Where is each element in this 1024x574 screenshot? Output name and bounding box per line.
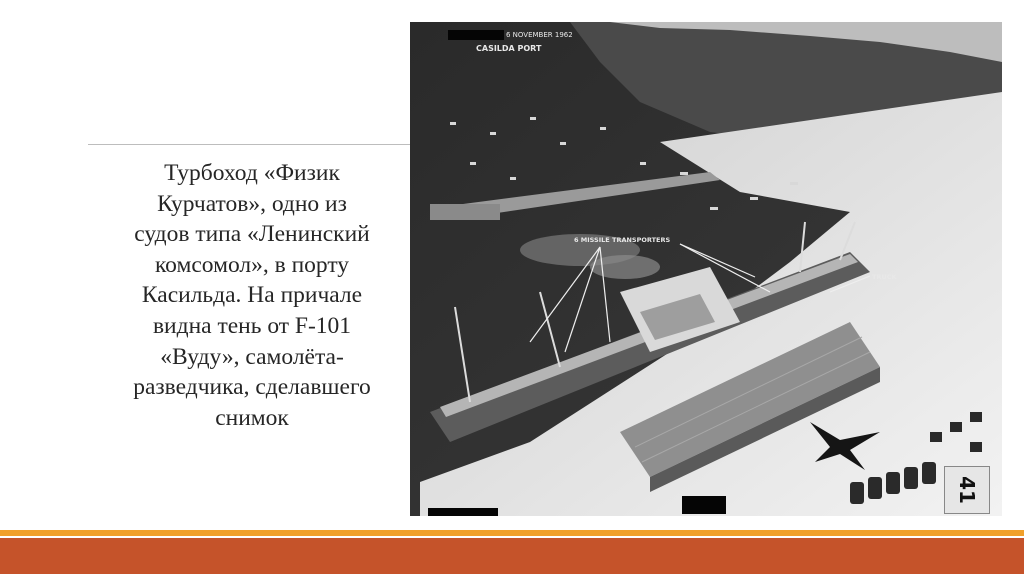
pier-head bbox=[430, 204, 500, 220]
caption-line: видна тень от F-101 bbox=[152, 312, 352, 339]
caption-line: разведчика, сделавшего bbox=[133, 374, 371, 401]
redaction-bar bbox=[682, 496, 726, 514]
caption-line: судов типа «Ленинский bbox=[134, 221, 370, 248]
redaction-bar bbox=[428, 508, 498, 516]
caption-line: Касильда. На причале bbox=[141, 282, 363, 309]
caption-line: комсомол», в порту bbox=[154, 251, 350, 278]
photo-date-label: 6 NOVEMBER 1962 bbox=[506, 31, 573, 39]
page-number: 41 bbox=[955, 476, 979, 504]
caption-line: снимок bbox=[215, 404, 289, 431]
photo-port-label: CASILDA PORT bbox=[476, 44, 542, 53]
photo-truck-label: TRUCK bbox=[872, 273, 897, 281]
aerial-reconnaissance-photo bbox=[410, 22, 1002, 516]
photo-illustration bbox=[410, 22, 1002, 516]
divider-line bbox=[88, 144, 410, 145]
footer-bar bbox=[0, 538, 1024, 574]
caption-line: «Вуду», самолёта- bbox=[160, 343, 344, 370]
caption-line: Турбоход «Физик bbox=[164, 160, 340, 186]
footer-accent-line bbox=[0, 530, 1024, 536]
slide-caption bbox=[92, 158, 412, 433]
redaction-bar bbox=[448, 30, 504, 40]
page-number-box bbox=[944, 466, 990, 514]
photo-missile-label: 6 MISSILE TRANSPORTERS bbox=[574, 236, 671, 244]
caption-line: Курчатов», одно из bbox=[157, 190, 347, 217]
